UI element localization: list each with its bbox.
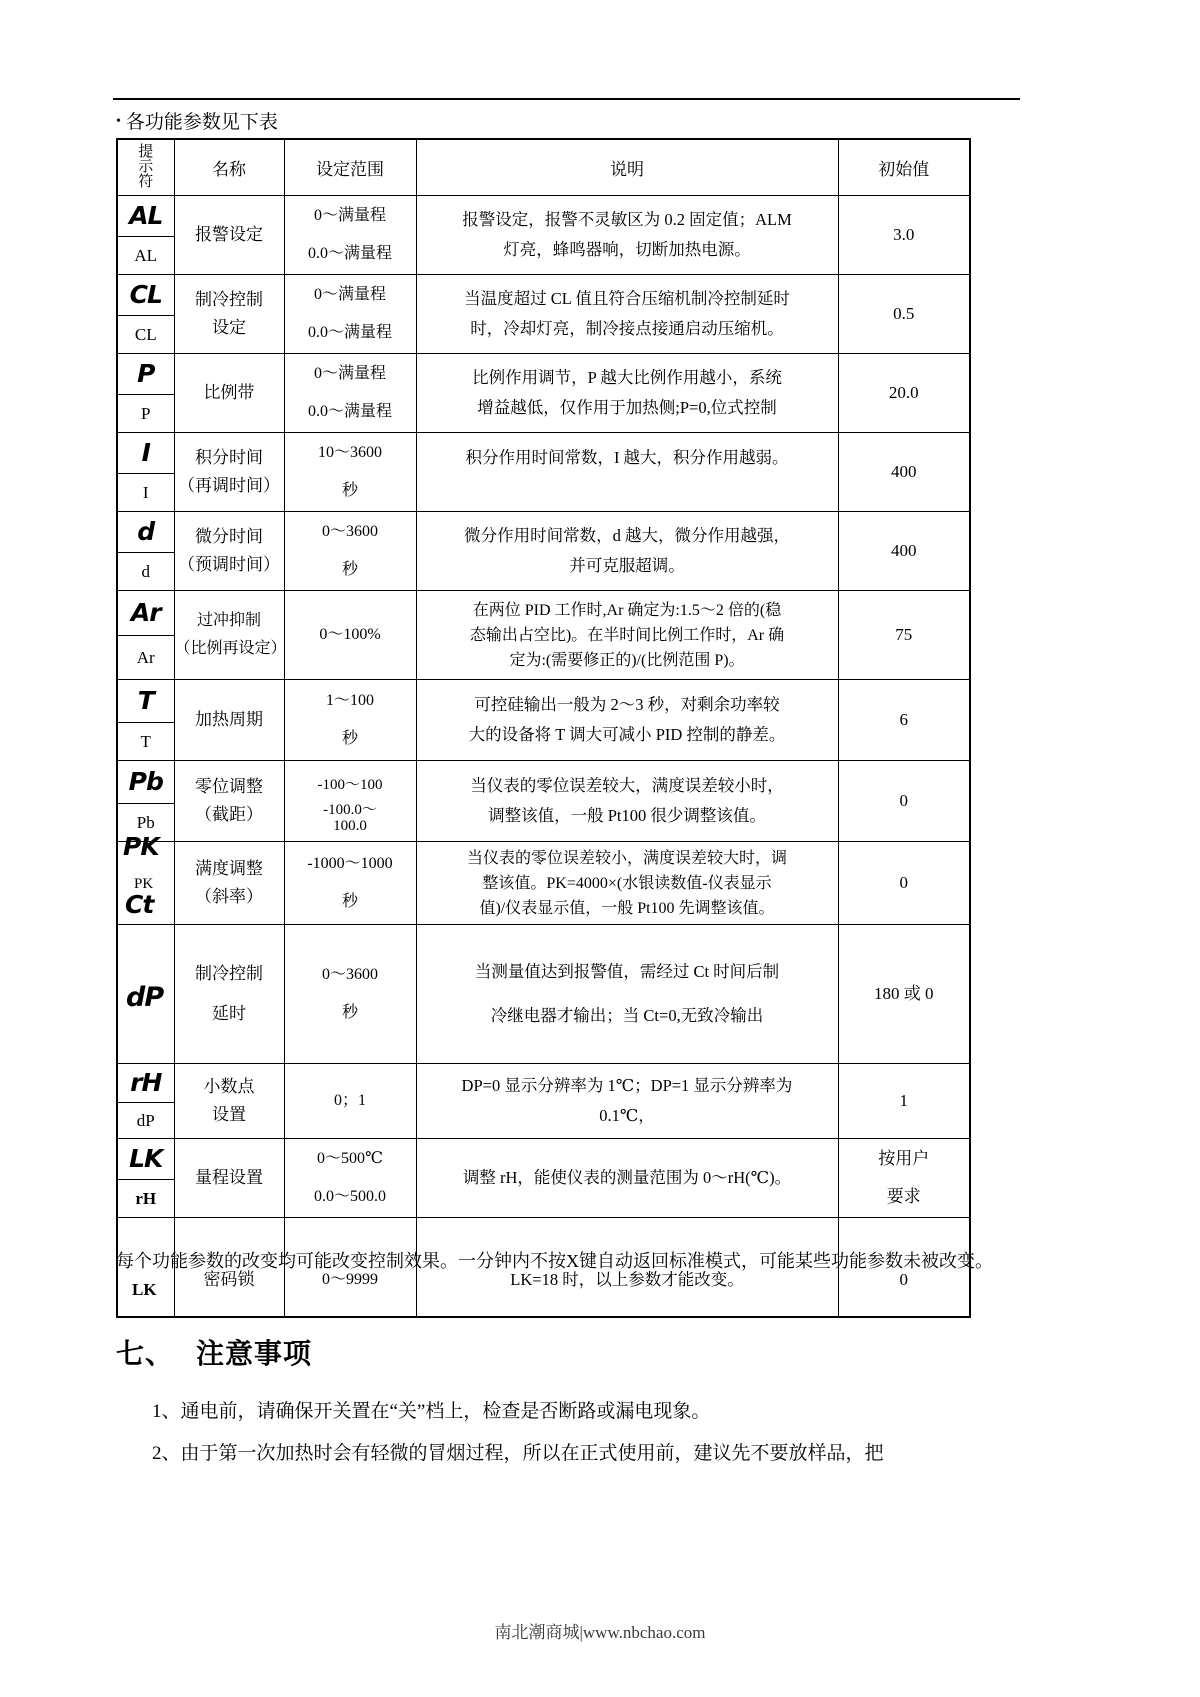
desc-line-1: 在两位 PID 工作时,Ar 确定为:1.5～2 倍的(稳 bbox=[472, 601, 782, 619]
range-line-1: 0～3600 bbox=[321, 966, 378, 983]
row-range-cell bbox=[284, 275, 416, 354]
notes-list bbox=[152, 1391, 1052, 1475]
range-line-1: 0～满量程 bbox=[313, 286, 386, 303]
table-row bbox=[117, 1064, 970, 1139]
name-line-2: （比例再设定） bbox=[174, 640, 287, 657]
row-description-cell bbox=[416, 591, 838, 680]
row-range-cell bbox=[284, 680, 416, 761]
symbol-text: rH bbox=[135, 1189, 157, 1208]
table-row bbox=[117, 433, 970, 512]
range-line-2: 秒 bbox=[341, 482, 358, 499]
row-symbol-cell bbox=[117, 591, 174, 680]
row-range-cell bbox=[284, 354, 416, 433]
row-initial-cell bbox=[838, 1139, 970, 1218]
row-initial-cell: 180 或 0 bbox=[838, 925, 970, 1064]
name-line-2: （斜率） bbox=[195, 887, 263, 906]
bullet-intro-line bbox=[116, 110, 278, 137]
name-line-1: 比例带 bbox=[203, 383, 255, 402]
symbol-lcd: CL bbox=[129, 280, 162, 309]
row-range-cell bbox=[284, 433, 416, 512]
symbol-lcd-overflow: PK bbox=[123, 832, 159, 861]
table-row bbox=[117, 196, 970, 275]
name-line-1: 积分时间 bbox=[195, 448, 263, 467]
desc-line-1: 可控硅输出一般为 2～3 秒，对剩余功率较 bbox=[474, 695, 780, 714]
row-name-cell bbox=[174, 591, 287, 680]
symbol-lcd: dP bbox=[126, 982, 164, 1013]
header-description: 说明 bbox=[416, 139, 838, 196]
symbol-text: P bbox=[141, 404, 151, 423]
symbol-text: dP bbox=[136, 1111, 155, 1130]
desc-line-2: 态输出占空比)。在半时间比例工作时，Ar 确 bbox=[469, 626, 785, 644]
header-name: 名称 bbox=[174, 139, 284, 196]
range-line-2: 秒 bbox=[341, 561, 358, 578]
symbol-lcd: P bbox=[137, 359, 155, 388]
range-line-2: 0.0～满量程 bbox=[307, 324, 392, 341]
row-initial-cell: 1 bbox=[838, 1064, 970, 1139]
range-line-2: 0.0～满量程 bbox=[307, 245, 392, 262]
symbol-lcd: rH bbox=[130, 1068, 162, 1097]
symbol-text: LK bbox=[132, 1280, 157, 1299]
header-initial: 初始值 bbox=[838, 139, 970, 196]
row-initial-cell: 3.0 bbox=[838, 196, 970, 275]
desc-line-1: 比例作用调节，P 越大比例作用越小，系统 bbox=[472, 368, 782, 387]
section-number: 七、 bbox=[116, 1337, 175, 1370]
table-row bbox=[117, 591, 970, 680]
table-row bbox=[117, 761, 970, 842]
range-line-1: 0～500℃ bbox=[317, 1150, 383, 1167]
table-row bbox=[117, 354, 970, 433]
row-symbol-cell bbox=[117, 433, 174, 512]
row-range-cell bbox=[284, 591, 416, 680]
row-initial-cell: 0 bbox=[838, 842, 970, 925]
list-item: 2、由于第一次加热时会有轻微的冒烟过程，所以在正式使用前，建议先不要放样品，把 bbox=[152, 1443, 884, 1464]
header-symbol bbox=[117, 139, 174, 196]
range-line-1: 1～100 bbox=[325, 692, 374, 709]
header-symbol-l2: 示 bbox=[138, 159, 154, 175]
symbol-lcd: T bbox=[137, 686, 154, 715]
row-initial-cell: 0 bbox=[838, 761, 970, 842]
range-line-2: 秒 bbox=[341, 1004, 358, 1021]
row-initial-cell: 0.5 bbox=[838, 275, 970, 354]
row-symbol-cell bbox=[117, 196, 174, 275]
desc-line-3: 定为:(需要修正的)/(比例范围 P)。 bbox=[509, 651, 745, 669]
name-line-1: 密码锁 bbox=[203, 1270, 255, 1289]
symbol-text: CL bbox=[134, 325, 157, 344]
row-initial-cell: 400 bbox=[838, 512, 970, 591]
section-heading bbox=[116, 1332, 312, 1372]
name-line-2: 延时 bbox=[212, 1004, 246, 1023]
row-initial-cell: 20.0 bbox=[838, 354, 970, 433]
desc-line-1: 微分作用时间常数，d 越大，微分作用越强， bbox=[464, 526, 790, 545]
name-line-2: 设置 bbox=[212, 1105, 246, 1124]
header-symbol-l1: 提 bbox=[138, 144, 154, 160]
name-line-2: （截距） bbox=[195, 805, 263, 824]
name-line-2: 设定 bbox=[212, 318, 246, 337]
row-symbol-cell bbox=[117, 925, 174, 1064]
table-row bbox=[117, 1139, 970, 1218]
table-row bbox=[117, 512, 970, 591]
row-initial-cell: 75 bbox=[838, 591, 970, 680]
range-line-1: 0；1 bbox=[333, 1092, 366, 1109]
range-line-3: 100.0 bbox=[333, 818, 367, 834]
desc-line-1: 当仪表的零位误差较小，满度误差较大时，调 bbox=[466, 849, 787, 867]
desc-line-2: 冷继电器才输出；当 Ct=0,无致冷输出 bbox=[490, 1006, 764, 1025]
range-line-1: 0～满量程 bbox=[313, 207, 386, 224]
row-name-cell bbox=[174, 275, 284, 354]
desc-line-2: 时，冷却灯亮，制冷接点接通启动压缩机。 bbox=[470, 319, 784, 338]
desc-line-3: 值)/仪表显示值，一般 Pt100 先调整该值。 bbox=[479, 899, 775, 917]
desc-line-2: 整该值。PK=4000×(水银读数值-仪表显示 bbox=[482, 874, 772, 892]
row-description-cell bbox=[416, 680, 838, 761]
symbol-text: T bbox=[140, 732, 151, 751]
range-line-1: 0～满量程 bbox=[313, 365, 386, 382]
bullet-intro-text: 各功能参数见下表 bbox=[125, 112, 278, 133]
section-title: 注意事项 bbox=[196, 1337, 313, 1370]
header-range: 设定范围 bbox=[284, 139, 416, 196]
symbol-lcd: LK bbox=[129, 1144, 163, 1173]
name-line-1: 报警设定 bbox=[195, 225, 263, 244]
list-item: 1、通电前，请确保开关置在“关”档上，检查是否断路或漏电现象。 bbox=[152, 1401, 711, 1422]
row-name-cell bbox=[174, 354, 284, 433]
range-line-1: 0～9999 bbox=[321, 1271, 378, 1288]
desc-line-2: 并可克服超调。 bbox=[569, 556, 685, 575]
symbol-lcd: Pb bbox=[128, 767, 163, 796]
range-line-2: 0.0～满量程 bbox=[307, 403, 392, 420]
name-line-1: 零位调整 bbox=[195, 777, 263, 796]
symbol-lcd: Ar bbox=[130, 598, 161, 627]
row-initial-cell: 0 bbox=[838, 1218, 970, 1318]
row-initial-cell: 6 bbox=[838, 680, 970, 761]
table-header-row bbox=[117, 139, 970, 196]
row-symbol-cell bbox=[117, 761, 174, 861]
row-name-cell bbox=[174, 1064, 284, 1139]
range-line-1: 0～100% bbox=[319, 626, 381, 643]
row-name-cell bbox=[174, 925, 284, 1064]
row-description-cell bbox=[416, 196, 838, 275]
desc-line-2: 增益越低，仅作用于加热侧;P=0,位式控制 bbox=[477, 398, 777, 417]
range-line-2: 秒 bbox=[341, 730, 358, 747]
bullet-dot-icon: • bbox=[116, 113, 121, 129]
desc-line-2: 0.1℃， bbox=[599, 1106, 655, 1125]
table-row bbox=[117, 275, 970, 354]
row-range-cell bbox=[284, 1139, 416, 1218]
parameter-table-container bbox=[116, 138, 969, 1318]
row-description-cell bbox=[416, 1139, 838, 1218]
name-line-1: 过冲抑制 bbox=[196, 612, 261, 629]
name-line-1: 制冷控制 bbox=[195, 290, 263, 309]
range-line-1: -100～100 bbox=[317, 777, 383, 793]
row-description-cell bbox=[416, 512, 838, 591]
range-line-2: 0.0～500.0 bbox=[313, 1188, 386, 1205]
row-symbol-cell bbox=[117, 1139, 174, 1218]
row-range-cell bbox=[284, 842, 416, 925]
initial-line-1: 按用户 bbox=[878, 1149, 930, 1168]
symbol-text: Ar bbox=[136, 648, 155, 667]
name-line-1: 微分时间 bbox=[195, 527, 263, 546]
parameter-table bbox=[116, 138, 971, 1318]
row-symbol-cell bbox=[117, 680, 174, 761]
table-row bbox=[117, 842, 970, 925]
symbol-text: d bbox=[141, 562, 150, 581]
desc-line-1: 当温度超过 CL 值且符合压缩机制冷控制延时 bbox=[464, 289, 790, 308]
row-description-cell bbox=[416, 433, 838, 512]
row-description-cell bbox=[416, 761, 838, 842]
header-symbol-l3: 符 bbox=[138, 174, 154, 190]
symbol-lcd: I bbox=[141, 438, 150, 467]
symbol-lcd-overflow: Ct bbox=[125, 890, 154, 919]
table-footnote: 每个功能参数的改变均可能改变控制效果。一分钟内不按X键自动返回标准模式，可能某些功能参数未被改变。 bbox=[116, 1251, 993, 1271]
desc-line-1: 积分作用时间常数，I 越大，积分作用越弱。 bbox=[465, 448, 789, 467]
row-description-cell bbox=[416, 925, 838, 1064]
desc-line-1: 当仪表的零位误差较大，满度误差较小时， bbox=[470, 776, 784, 795]
row-description-cell bbox=[416, 842, 838, 925]
row-symbol-cell bbox=[117, 512, 174, 591]
row-description-cell bbox=[416, 275, 838, 354]
row-range-cell bbox=[284, 925, 416, 1064]
symbol-lcd: d bbox=[137, 517, 155, 546]
table-row bbox=[117, 925, 970, 1064]
row-name-cell bbox=[174, 433, 284, 512]
symbol-text: Pb bbox=[136, 813, 155, 832]
table-row bbox=[117, 680, 970, 761]
name-line-1: 满度调整 bbox=[195, 859, 263, 878]
desc-line-2: 灯亮，蜂鸣器响，切断加热电源。 bbox=[503, 240, 751, 259]
row-name-cell bbox=[174, 761, 284, 842]
name-line-1: 小数点 bbox=[203, 1077, 255, 1096]
page-footer: 南北潮商城|www.nbchao.com bbox=[494, 1623, 706, 1642]
desc-line-2: 调整该值，一般 Pt100 很少调整该值。 bbox=[488, 806, 766, 825]
row-range-cell bbox=[284, 512, 416, 591]
name-line-1: 制冷控制 bbox=[195, 964, 263, 983]
range-line-2: -100.0～ bbox=[323, 802, 377, 818]
range-line-1: 10～3600 bbox=[317, 444, 382, 461]
row-symbol-cell bbox=[117, 842, 174, 925]
row-name-cell bbox=[174, 196, 284, 275]
symbol-lcd: AL bbox=[129, 201, 163, 230]
initial-line-2: 要求 bbox=[886, 1187, 921, 1206]
row-symbol-cell bbox=[117, 275, 174, 354]
desc-line-1: 报警设定，报警不灵敏区为 0.2 固定值；ALM bbox=[462, 210, 792, 229]
name-line-2: （预调时间） bbox=[178, 555, 280, 574]
symbol-text: AL bbox=[134, 246, 158, 265]
row-name-cell bbox=[174, 1139, 284, 1218]
row-name-cell bbox=[174, 512, 284, 591]
top-horizontal-rule bbox=[113, 98, 1020, 100]
desc-line-1: LK=18 时，以上参数才能改变。 bbox=[510, 1270, 744, 1289]
desc-line-1: DP=0 显示分辨率为 1℃；DP=1 显示分辨率为 bbox=[461, 1076, 793, 1095]
symbol-text: I bbox=[142, 483, 149, 502]
row-range-cell bbox=[284, 761, 416, 842]
range-line-1: 0～3600 bbox=[321, 523, 378, 540]
row-symbol-cell bbox=[117, 1064, 174, 1139]
name-line-1: 加热周期 bbox=[195, 710, 263, 729]
row-range-cell bbox=[284, 1064, 416, 1139]
symbol-text: PK bbox=[134, 876, 154, 892]
row-description-cell bbox=[416, 354, 838, 433]
desc-line-2: 大的设备将 T 调大可减小 PID 控制的静差。 bbox=[468, 725, 786, 744]
row-symbol-cell bbox=[117, 354, 174, 433]
row-initial-cell: 400 bbox=[838, 433, 970, 512]
row-description-cell bbox=[416, 1064, 838, 1139]
name-line-2: （再调时间） bbox=[178, 476, 280, 495]
range-line-1: -1000～1000 bbox=[307, 855, 393, 872]
desc-line-1: 当测量值达到报警值，需经过 Ct 时间后制 bbox=[474, 962, 780, 981]
desc-line-1: 调整 rH，能使仪表的测量范围为 0～rH(℃)。 bbox=[462, 1168, 792, 1187]
row-range-cell bbox=[284, 196, 416, 275]
row-name-cell bbox=[174, 680, 284, 761]
row-name-cell bbox=[174, 842, 284, 925]
name-line-1: 量程设置 bbox=[195, 1168, 263, 1187]
range-line-2: 秒 bbox=[341, 893, 358, 910]
